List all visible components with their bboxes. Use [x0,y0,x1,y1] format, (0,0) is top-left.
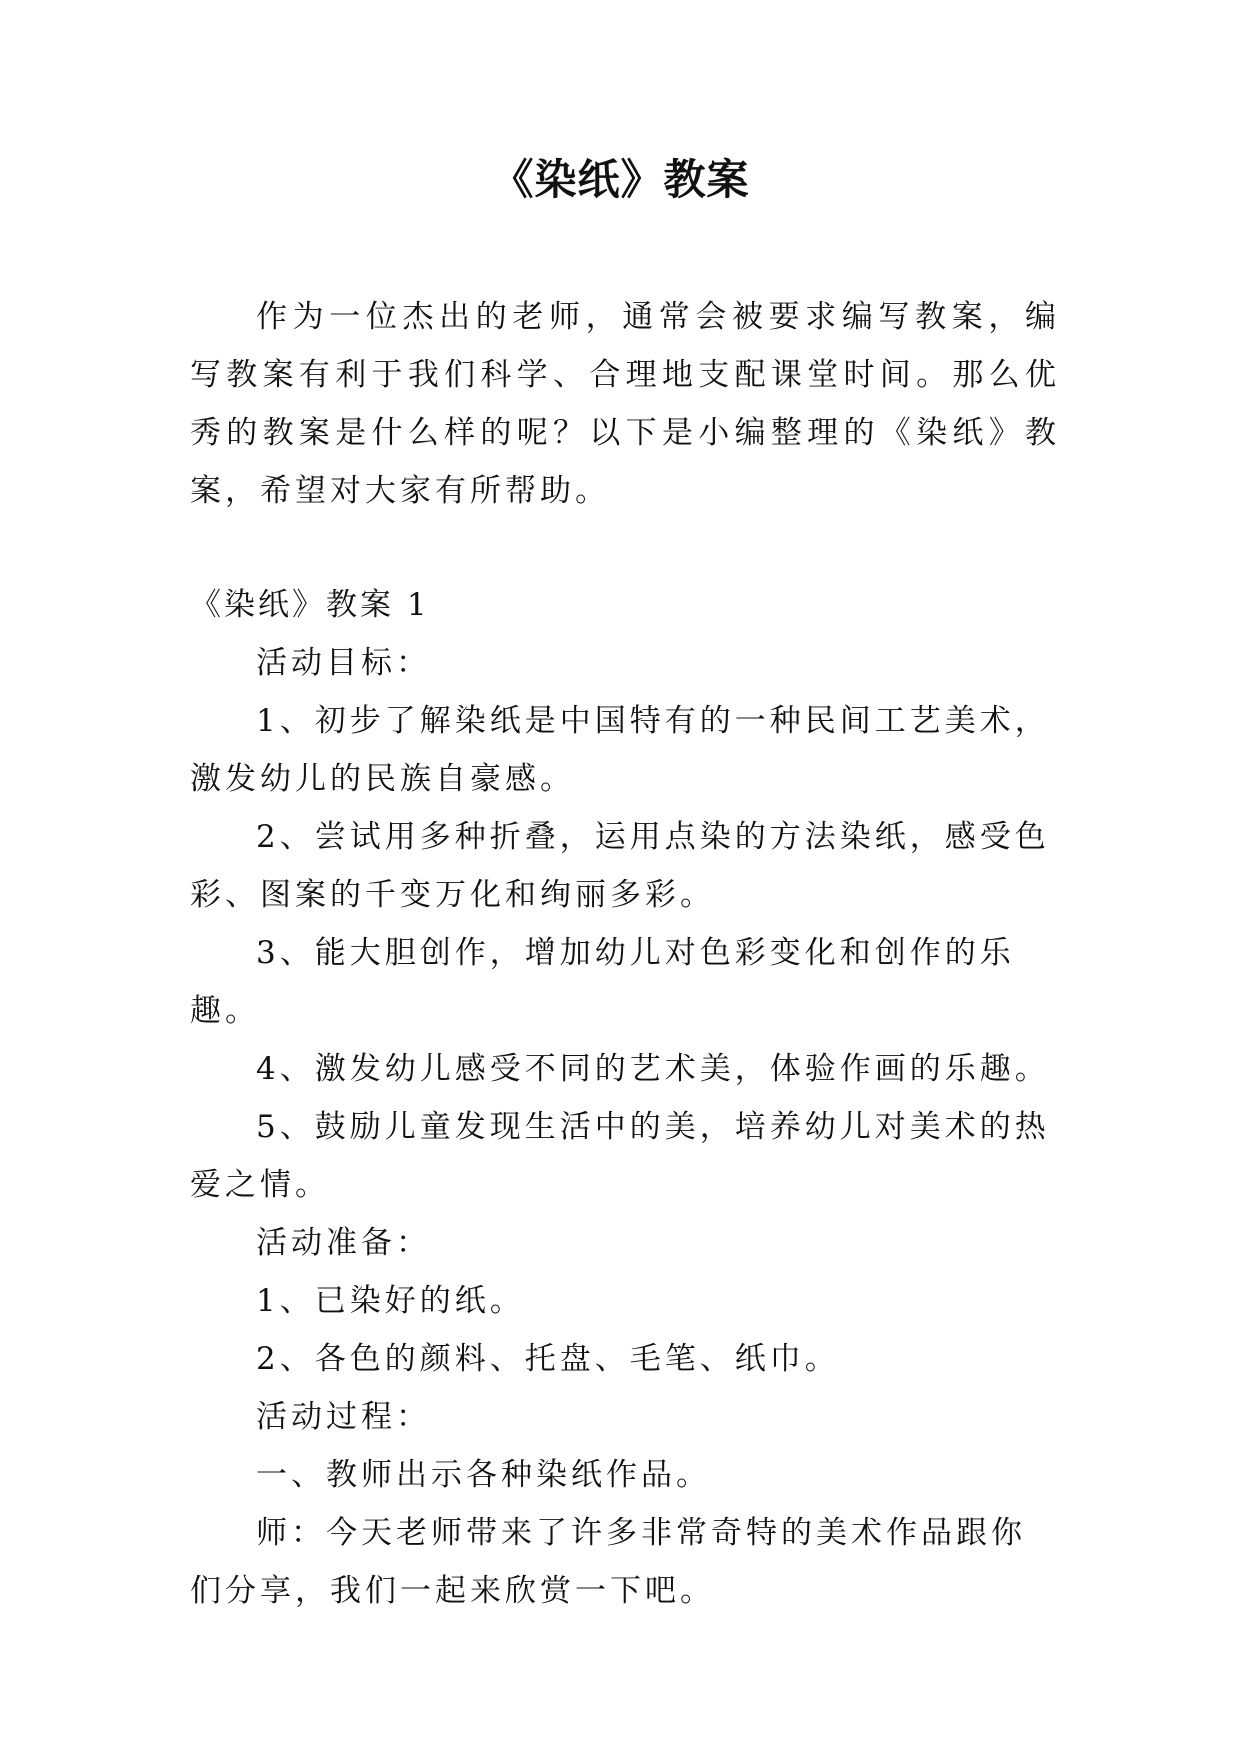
document-title: 《染纸》教案 [491,155,750,204]
paragraph-goal-4: 4、激发幼儿感受不同的艺术美，体验作画的乐趣。 [256,1051,1050,1087]
paragraph-preparation-heading: 活动准备： [256,1225,431,1261]
paragraph-activity-goals-heading: 活动目标： [256,645,431,681]
paragraph-preparation-1: 1、已染好的纸。 [256,1283,525,1319]
paragraph-process-heading: 活动过程： [256,1399,431,1435]
paragraph-goal-2: 2、尝试用多种折叠，运用点染的方法染纸，感受色彩、图案的千变万化和绚丽多彩。 [190,819,1050,913]
section-heading: 《染纸》教案 1 [190,587,430,623]
paragraph-preparation-2: 2、各色的颜料、托盘、毛笔、纸巾。 [256,1341,840,1377]
paragraph-goal-3: 3、能大胆创作，增加幼儿对色彩变化和创作的乐趣。 [190,935,1015,1029]
paragraph-goal-1: 1、初步了解染纸是中国特有的一种民间工艺美术，激发幼儿的民族自豪感。 [190,703,1050,797]
paragraph-teacher-dialogue: 师：今天老师带来了许多非常奇特的美术作品跟你们分享，我们一起来欣赏一下吧。 [190,1515,1026,1609]
document-body [190,288,1060,1620]
intro-paragraph: 作为一位杰出的老师，通常会被要求编写教案，编写教案有利于我们科学、合理地支配课堂时间。那么优秀的教案是什么样的呢？以下是小编整理的《染纸》教案，希望对大家有所帮助。 [190,299,1060,509]
paragraph-process-step-1: 一、教师出示各种染纸作品。 [256,1457,711,1493]
paragraph-goal-5: 5、鼓励儿童发现生活中的美，培养幼儿对美术的热爱之情。 [190,1109,1050,1203]
